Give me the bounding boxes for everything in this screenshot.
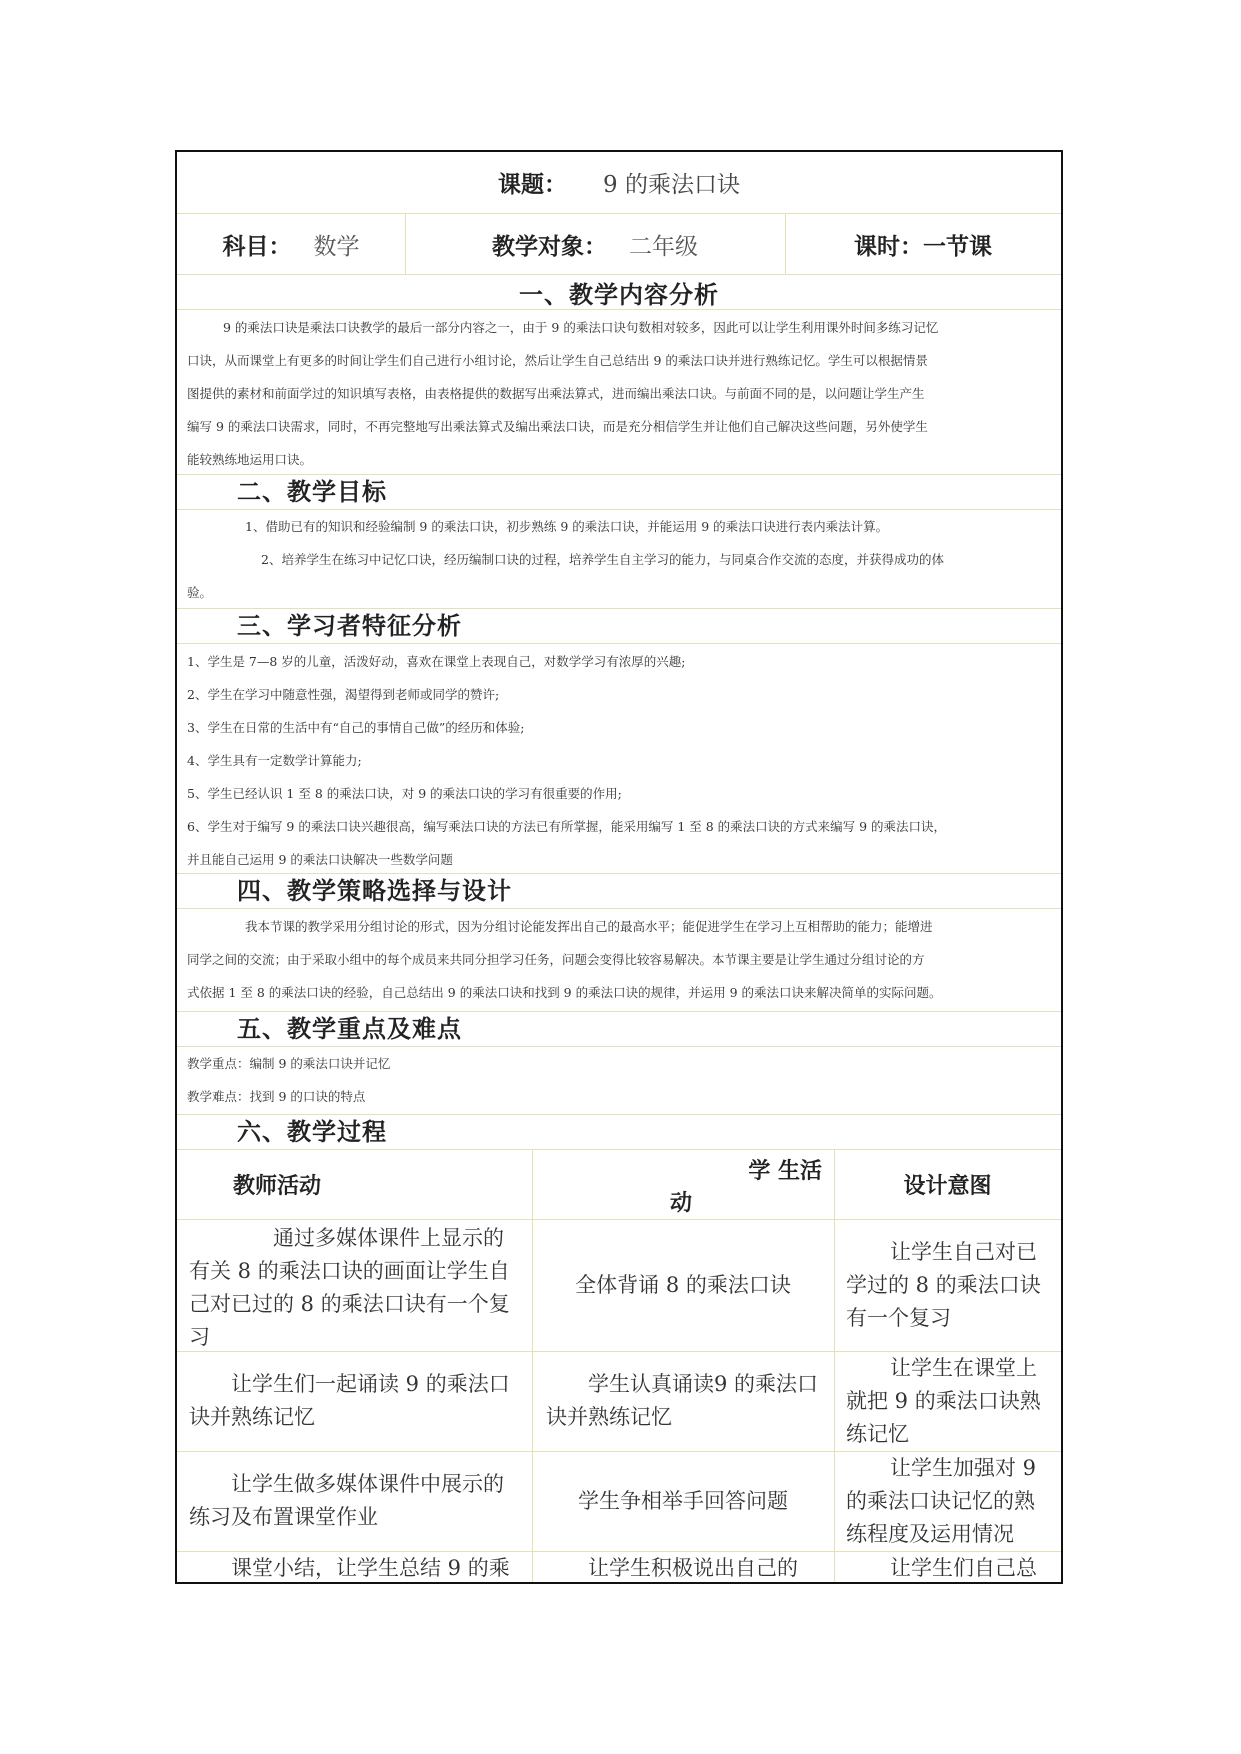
student-activity: 让学生积极说出自己的: [588, 1556, 798, 1580]
section6-title: 六、教学过程: [177, 1115, 1061, 1150]
section3-body: [177, 644, 1061, 874]
section1-line: 口诀，从而课堂上有更多的时间让学生们自己进行小组讨论，然后让学生自己总结出 9 的乘法口诀并进行熟练记忆。学生可以根据情景: [187, 353, 928, 368]
learner-item: 4、学生具有一定数学计算能力;: [187, 753, 362, 768]
strategy-line: 我本节课的教学采用分组讨论的形式，因为分组讨论能发挥出自己的最高水平；能促进学生在学习上互相帮助的能力；能增进: [245, 919, 933, 934]
topic-value: 9 的乘法口诀: [603, 172, 740, 198]
topic-label: 课题：: [498, 172, 568, 198]
subject-cell: [177, 214, 405, 274]
subject-label: 科目：: [222, 233, 292, 260]
section1-line: 能较熟练地运用口诀。: [187, 452, 313, 467]
objective-2-cont: 验。: [187, 585, 213, 600]
subject-value: 数学: [313, 233, 360, 260]
teacher-activity: 课堂小结，让学生总结 9 的乘: [231, 1556, 510, 1580]
learner-item: 6、学生对于编写 9 的乘法口诀兴趣很高，编写乘法口诀的方法已有所掌握，能采用编写 1 至 8 的乘法口诀的方式来编写 9 的乘法口诀，: [187, 819, 947, 834]
col-design: 设计意图: [903, 1174, 992, 1199]
section1-body: [177, 310, 1061, 475]
section5-title: 五、教学重点及难点: [177, 1012, 1061, 1047]
section1-line: 图提供的素材和前面学过的知识填写表格，由表格提供的数据写出乘法算式，进而编出乘法口诀。与前面不同的是，以问题让学生产生: [187, 386, 925, 401]
period-label: 课时：一节课: [854, 233, 992, 260]
design-intent: 让学生们自己总: [890, 1556, 1037, 1580]
topic-row: [177, 152, 1061, 214]
col-student: 学 生活 动: [670, 1159, 822, 1216]
student-activity: 学生认真诵读9 的乘法口 诀并熟练记忆: [546, 1372, 819, 1429]
section1-title: 一、教学内容分析: [177, 275, 1061, 310]
strategy-line: 式依据 1 至 8 的乘法口诀的经验，自己总结出 9 的乘法口诀和找到 9 的乘法口诀的规律，并运用 9 的乘法口诀来解决简单的实际问题。: [187, 985, 942, 1000]
key-point: 教学重点：编制 9 的乘法口诀并记忆: [187, 1056, 391, 1071]
section2-title: 二、教学目标: [177, 475, 1061, 510]
learner-item: 5、学生已经认识 1 至 8 的乘法口诀，对 9 的乘法口诀的学习有很重要的作用;: [187, 786, 622, 801]
student-activity: 学生争相举手回答问题: [578, 1489, 788, 1513]
process-row: [177, 1552, 1061, 1584]
subject-row: [177, 214, 1061, 275]
objective-1: 1、借助已有的知识和经验编制 9 的乘法口诀，初步熟练 9 的乘法口诀，并能运用 9 的乘法口诀进行表内乘法计算。: [245, 519, 889, 534]
section5-body: [177, 1047, 1061, 1115]
process-row: [177, 1452, 1061, 1552]
learner-item: 并且能自己运用 9 的乘法口诀解决一些数学问题: [187, 852, 453, 867]
audience-value: 二年级: [629, 233, 698, 260]
section1-line: 9 的乘法口诀是乘法口诀教学的最后一部分内容之一，由于 9 的乘法口诀句数相对较多，因此可以让学生利用课外时间多练习记忆: [223, 320, 939, 335]
teacher-activity: 让学生做多媒体课件中展示的 练习及布置课堂作业: [189, 1472, 504, 1529]
teacher-activity: 让学生们一起诵读 9 的乘法口 诀并熟练记忆: [189, 1372, 510, 1429]
strategy-line: 同学之间的交流；由于采取小组中的每个成员来共同分担学习任务，问题会变得比较容易解决。本节课主要是让学生通过分组讨论的方: [187, 952, 925, 967]
col-teacher: 教师活动: [233, 1174, 322, 1199]
process-row: [177, 1220, 1061, 1352]
difficulty: 教学难点：找到 9 的口诀的特点: [187, 1089, 366, 1104]
section3-title: 三、学习者特征分析: [177, 609, 1061, 644]
teacher-activity: 通过多媒体课件上显示的 有关 8 的乘法口诀的画面让学生自 己对已过的 8 的乘法口诀有一个复 习: [189, 1226, 510, 1349]
lesson-plan-table: [175, 150, 1063, 1584]
learner-item: 1、学生是 7—8 岁的儿童，活泼好动，喜欢在课堂上表现自己，对数学学习有浓厚的兴趣;: [187, 654, 686, 669]
learner-item: 2、学生在学习中随意性强，渴望得到老师或同学的赞许;: [187, 687, 500, 702]
process-row: [177, 1352, 1061, 1452]
objective-2: 2、培养学生在练习中记忆口诀，经历编制口诀的过程，培养学生自主学习的能力，与同桌合作交流的态度，并获得成功的体: [261, 552, 944, 567]
design-intent: 让学生在课堂上 就把 9 的乘法口诀熟 练记忆: [846, 1356, 1041, 1446]
student-activity: 全体背诵 8 的乘法口诀: [575, 1273, 791, 1297]
audience-cell: [405, 214, 785, 274]
section4-body: [177, 909, 1061, 1012]
audience-label: 教学对象：: [492, 233, 607, 260]
design-intent: 让学生自己对已 学过的 8 的乘法口诀 有一个复习: [846, 1240, 1041, 1330]
period-cell: [785, 214, 1061, 274]
section4-title: 四、教学策略选择与设计: [177, 874, 1061, 909]
section1-line: 编写 9 的乘法口诀需求，同时，不再完整地写出乘法算式及编出乘法口诀，而是充分相信学生并让他们自己解决这些问题，另外使学生: [187, 419, 928, 434]
section2-body: [177, 510, 1061, 609]
learner-item: 3、学生在日常的生活中有“自己的事情自己做”的经历和体验;: [187, 720, 525, 735]
design-intent: 让学生加强对 9 的乘法口诀记忆的熟 练程度及运用情况: [846, 1456, 1037, 1546]
process-header: [177, 1150, 1061, 1220]
